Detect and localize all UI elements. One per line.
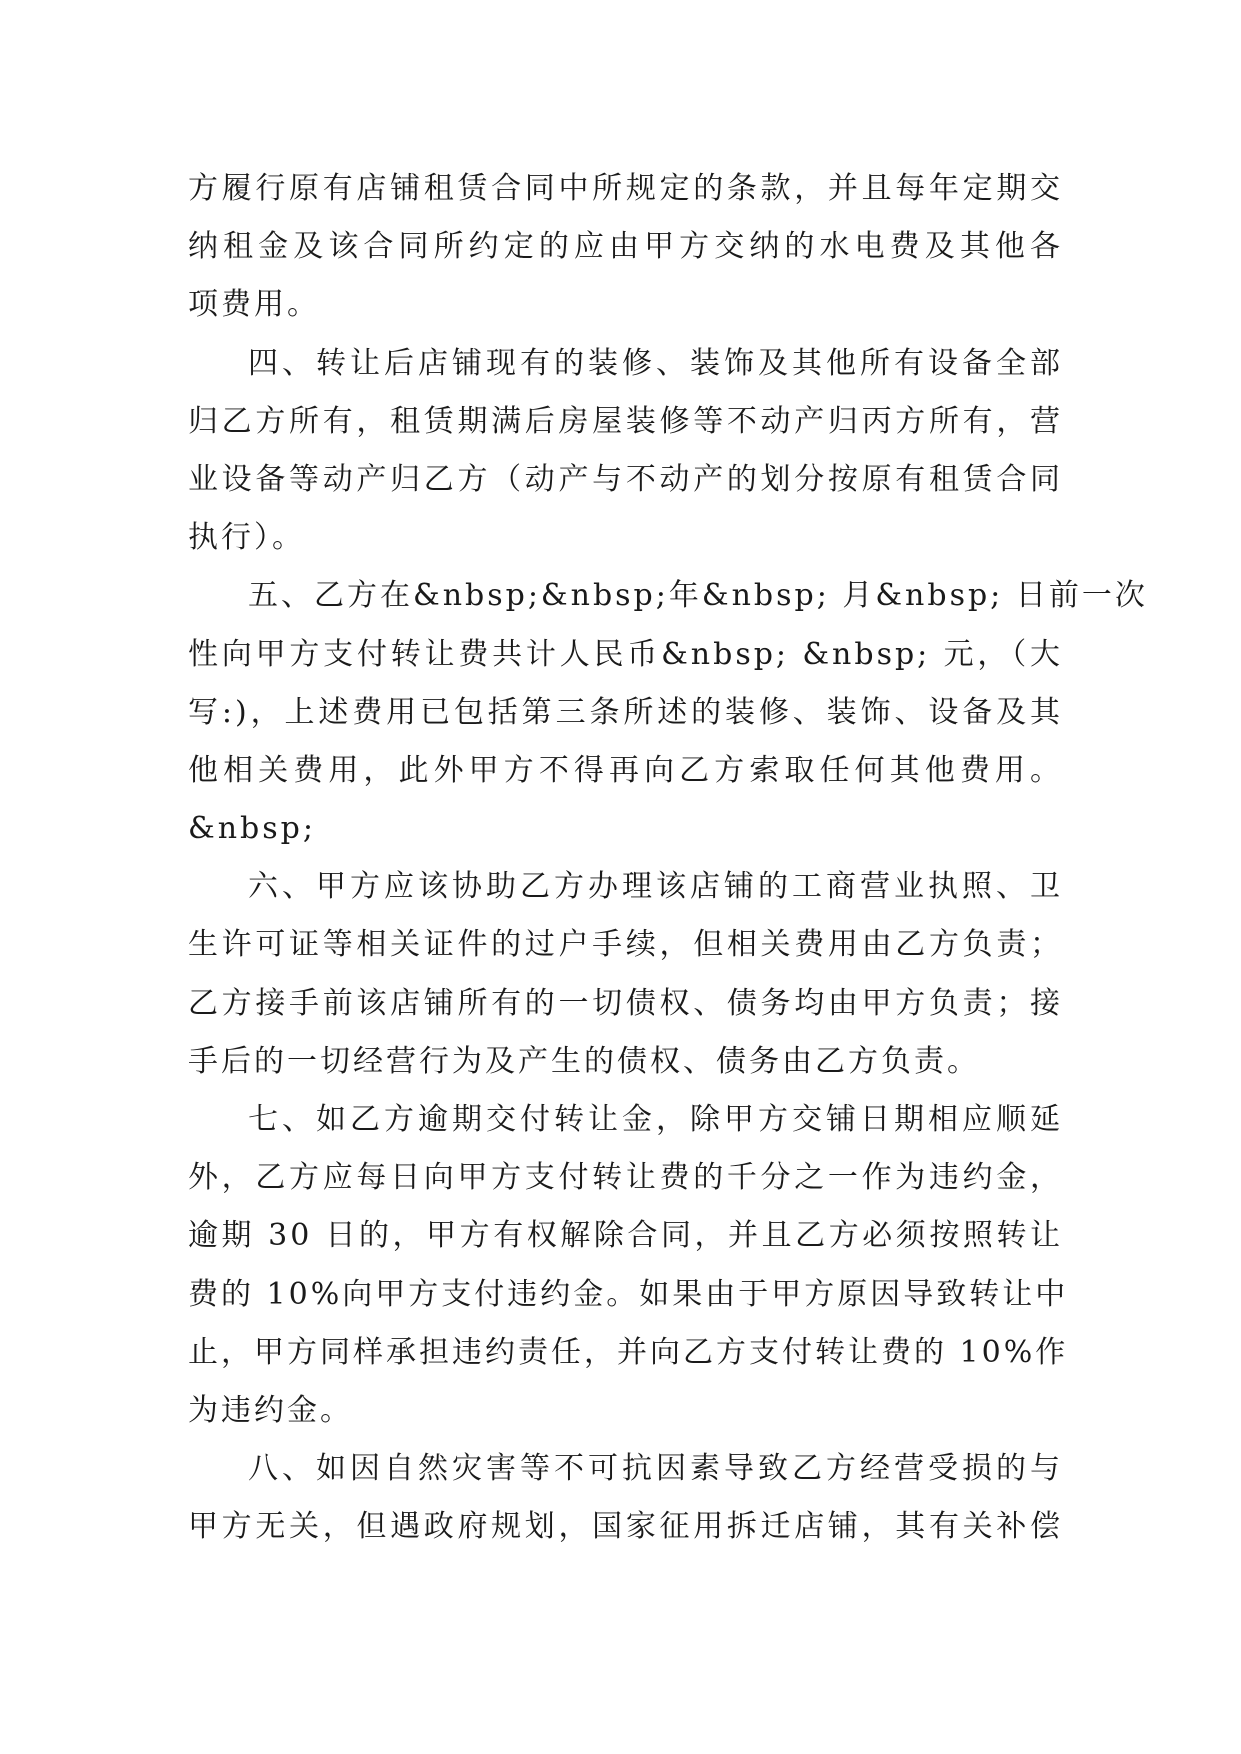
text-line: 写:)，上述费用已包括第三条所述的装修、装饰、设备及其 [188, 694, 1063, 730]
text-line: 业设备等动产归乙方（动产与不动产的划分按原有租赁合同 [188, 461, 1063, 497]
text-line: 执行）。 [188, 520, 305, 556]
text-line: 甲方无关，但遇政府规划，国家征用拆迁店铺，其有关补偿 [188, 1509, 1063, 1545]
text-line: 四、转让后店铺现有的装修、装饰及其他所有设备全部 [248, 345, 1063, 381]
text-line: 生许可证等相关证件的过户手续，但相关费用由乙方负责； [188, 927, 1063, 963]
text-line: 方履行原有店铺租赁合同中所规定的条款，并且每年定期交 [188, 171, 1063, 206]
text-line: &nbsp; [188, 811, 316, 847]
text-line: 外，乙方应每日向甲方支付转让费的千分之一作为违约金， [188, 1160, 1063, 1196]
text-line: 七、如乙方逾期交付转让金，除甲方交铺日期相应顺延 [248, 1102, 1063, 1137]
text-line: 为违约金。 [188, 1392, 353, 1428]
text-line: 费的 10%向甲方支付违约金。如果由于甲方原因导致转让中 [188, 1276, 1069, 1312]
contract-body [188, 160, 1148, 1557]
text-line: 归乙方所有，租赁期满后房屋装修等不动产归丙方所有，营 [188, 403, 1063, 439]
text-line: 手后的一切经营行为及产生的债权、债务由乙方负责。 [188, 1043, 980, 1079]
text-line: 纳租金及该合同所约定的应由甲方交纳的水电费及其他各 [188, 229, 1063, 265]
text-line: 性向甲方支付转让费共计人民币&nbsp; &nbsp; 元，（大 [188, 636, 1063, 672]
text-line: 逾期 30 日的，甲方有权解除合同，并且乙方必须按照转让 [188, 1218, 1063, 1254]
text-line: 五、乙方在&nbsp;&nbsp;年&nbsp; 月&nbsp; 日前一次 [248, 578, 1148, 614]
text-line: 乙方接手前该店铺所有的一切债权、债务均由甲方负责；接 [188, 985, 1063, 1021]
text-line: 八、如因自然灾害等不可抗因素导致乙方经营受损的与 [248, 1451, 1063, 1487]
text-line: 六、甲方应该协助乙方办理该店铺的工商营业执照、卫 [248, 869, 1063, 905]
text-line: 止，甲方同样承担违约责任，并向乙方支付转让费的 10%作 [188, 1334, 1069, 1370]
text-line: 他相关费用，此外甲方不得再向乙方索取任何其他费用。 [188, 752, 1063, 788]
text-line: 项费用。 [188, 287, 320, 323]
